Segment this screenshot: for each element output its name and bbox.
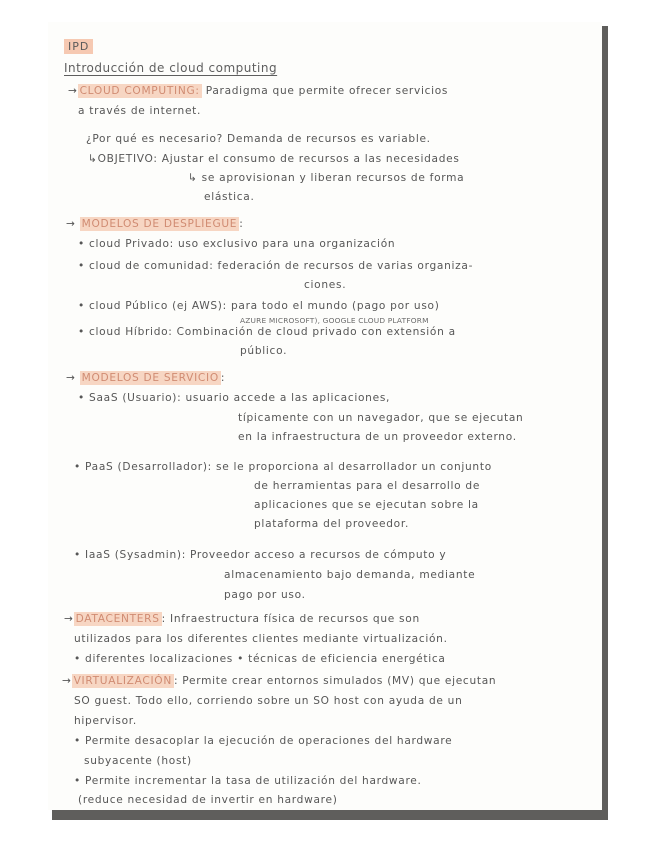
line-ms-8 [74, 550, 446, 561]
line-cc-4 [88, 154, 460, 165]
text-fragment: público. [240, 345, 288, 357]
line-ms-4 [74, 462, 492, 473]
text-fragment: → [68, 85, 78, 97]
text-fragment: ↳OBJETIVO: Ajustar el consumo de recursos a las necesidades [88, 153, 460, 165]
line-cc-6 [204, 192, 255, 203]
text-fragment: hipervisor. [74, 715, 137, 727]
line-vt-2 [74, 696, 463, 707]
text-fragment: → [64, 613, 74, 625]
line-ms-3 [238, 432, 517, 443]
text-fragment: elástica. [204, 191, 255, 203]
line-ms-7 [254, 519, 409, 530]
text-fragment: DATACENTERS [75, 613, 160, 625]
notebook-page [48, 22, 602, 810]
text-fragment: : Permite crear entornos simulados (MV) que ejecutan [173, 675, 497, 687]
text-fragment: en la infraestructura de un proveedor externo. [238, 431, 517, 443]
text-fragment: aplicaciones que se ejecutan sobre la [254, 499, 479, 511]
line-md-5 [240, 315, 429, 326]
text-fragment: • cloud Público (ej AWS): para todo el mundo (pago por uso) [78, 300, 440, 312]
line-vt-6 [74, 776, 422, 787]
text-fragment: Paradigma que permite ofrecer servicios [201, 85, 449, 97]
line-vt-5 [84, 756, 192, 767]
subject-tag: IPD [64, 39, 93, 54]
line-ms-1 [78, 393, 390, 404]
text-fragment: MODELOS DE SERVICIO [81, 372, 219, 384]
line-vt-7 [78, 795, 338, 806]
text-fragment: utilizados para los diferentes clientes mediante virtualización. [74, 633, 448, 645]
line-md-4 [78, 301, 440, 312]
line-vt-1 [62, 676, 496, 687]
text-fragment: → [66, 372, 80, 384]
line-cc-2 [78, 106, 201, 117]
line-ms-10 [224, 590, 306, 601]
line-ms-6 [254, 500, 479, 511]
text-fragment: a través de internet. [78, 105, 202, 117]
page-title: Introducción de cloud computing [64, 61, 278, 75]
line-ms-5 [254, 481, 480, 492]
text-fragment: : [239, 218, 244, 230]
text-fragment: pago por uso. [224, 589, 306, 601]
line-dc-1 [64, 614, 420, 625]
line-dc-3 [74, 654, 446, 665]
text-fragment: • IaaS (Sysadmin): Proveedor acceso a recursos de cómputo y [74, 549, 447, 561]
text-fragment: → [62, 675, 72, 687]
text-fragment: : Infraestructura física de recursos que son [161, 613, 420, 625]
line-md-1 [78, 239, 395, 250]
text-fragment: • PaaS (Desarrollador): se le proporciona al desarrollador un conjunto [74, 461, 492, 473]
text-fragment: • cloud Privado: uso exclusivo para una organización [78, 238, 396, 250]
line-vt-4 [74, 736, 452, 747]
text-fragment: → [66, 218, 80, 230]
text-fragment: MODELOS DE DESPLIEGUE [81, 218, 238, 230]
text-fragment: • cloud de comunidad: federación de recursos de varias organiza- [78, 260, 474, 272]
text-fragment: plataforma del proveedor. [254, 518, 410, 530]
line-md-3 [304, 280, 346, 291]
line-md-7 [240, 346, 287, 357]
text-fragment: VIRTUALIZACIÓN [73, 675, 172, 687]
line-cc-5 [188, 173, 464, 184]
text-fragment: • cloud Híbrido: Combinación de cloud privado con extensión a [78, 326, 456, 338]
text-fragment: ↳ se aprovisionan y liberan recursos de forma [188, 172, 465, 184]
text-fragment: AZURE MICROSOFT), GOOGLE CLOUD PLATFORM [240, 316, 429, 325]
line-ms-h [66, 373, 225, 384]
text-fragment: : [220, 372, 226, 384]
text-fragment: • Permite incrementar la tasa de utilización del hardware. [74, 775, 422, 787]
line-md-6 [78, 327, 456, 338]
text-fragment: CLOUD COMPUTING: [79, 85, 200, 97]
text-fragment: • SaaS (Usuario): usuario accede a las aplicaciones, [78, 392, 391, 404]
line-ms-9 [224, 570, 475, 581]
line-cc-1 [68, 86, 448, 97]
text-fragment: almacenamiento bajo demanda, mediante [224, 569, 476, 581]
text-fragment: • diferentes localizaciones • técnicas de eficiencia energética [74, 653, 446, 665]
line-md-2 [78, 261, 473, 272]
line-md-h [66, 219, 243, 230]
text-fragment: ¿Por qué es necesario? Demanda de recursos es variable. [86, 133, 431, 145]
text-fragment: SO guest. Todo ello, corriendo sobre un SO host con ayuda de un [74, 695, 463, 707]
line-ms-2 [238, 413, 523, 424]
text-fragment: de herramientas para el desarrollo de [254, 480, 481, 492]
line-vt-3 [74, 716, 137, 727]
text-fragment: subyacente (host) [84, 755, 192, 767]
text-fragment: típicamente con un navegador, que se ejecutan [238, 412, 524, 424]
text-fragment: • Permite desacoplar la ejecución de operaciones del hardware [74, 735, 453, 747]
text-fragment: (reduce necesidad de invertir en hardware) [78, 794, 338, 806]
line-dc-2 [74, 634, 448, 645]
text-fragment: ciones. [304, 279, 347, 291]
line-cc-3 [86, 134, 431, 145]
